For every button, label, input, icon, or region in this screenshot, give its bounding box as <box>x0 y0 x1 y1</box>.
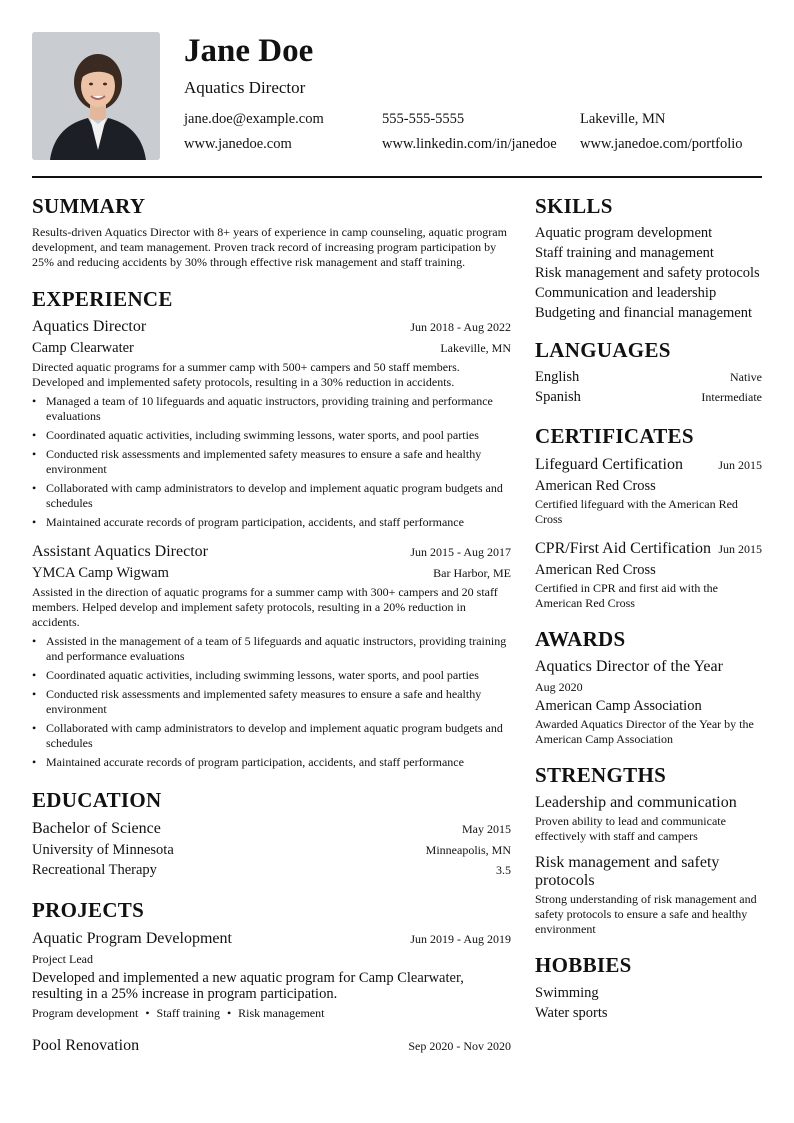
education-heading: EDUCATION <box>32 788 162 812</box>
job-company: Camp Clearwater <box>32 340 134 356</box>
certificate-entry <box>535 539 762 611</box>
summary-text: Results-driven Aquatics Director with 8+ years of experience in camp counseling, aquatic program development, and team management. Proven track record of increasing program participation by 25% and reducing accidents by 30% through effective risk management and staff training. <box>32 225 507 269</box>
project-dates: Sep 2020 - Nov 2020 <box>408 1039 511 1053</box>
project-entry <box>32 1036 511 1056</box>
job-dates: Jun 2018 - Aug 2022 <box>410 320 511 334</box>
main-column <box>32 193 511 1056</box>
skills-heading: SKILLS <box>535 194 613 218</box>
project-description: Developed and implemented a new aquatic program for Camp Clearwater, resulting in a 25% increase in program participation. <box>32 970 464 1002</box>
project-role: Project Lead <box>32 952 93 966</box>
side-column <box>535 193 762 1023</box>
language-level: Intermediate <box>701 390 762 404</box>
experience-heading: EXPERIENCE <box>32 287 173 311</box>
experience-entry <box>32 317 511 530</box>
projects-section <box>32 897 511 1056</box>
list-item: • Maintained accurate records of program participation, accidents, and staff performance <box>32 755 511 770</box>
job-description: Directed aquatic programs for a summer camp with 500+ campers and 50 staff members. Developed and implemented safety protocols, resulting in a 30% reduction in accidents. <box>32 360 460 389</box>
education-section <box>32 787 511 880</box>
experience-entry <box>32 542 511 770</box>
awards-section <box>535 626 762 747</box>
degree-name: Bachelor of Science <box>32 820 161 837</box>
degree-date: May 2015 <box>462 822 511 836</box>
certificate-name: CPR/First Aid Certification <box>535 540 712 557</box>
summary-heading: SUMMARY <box>32 194 146 218</box>
job-bullets <box>32 394 511 530</box>
skill-item: Communication and leadership <box>535 285 717 301</box>
language-level: Native <box>730 370 762 384</box>
strength-name: Risk management and safety protocols <box>535 854 720 889</box>
gpa-value: 3.5 <box>496 863 511 877</box>
resume-header <box>32 32 762 160</box>
job-description: Assisted in the direction of aquatic programs for a summer camp with 300+ campers and 20 staff members. Helped develop and implement safety protocols, resulting in a 20% reduction in accidents. <box>32 585 498 629</box>
certificate-date: Jun 2015 <box>718 458 762 472</box>
school-name: University of Minnesota <box>32 842 174 858</box>
hobby-item: Swimming <box>535 985 599 1001</box>
linkedin-link[interactable]: www.linkedin.com/in/janedoe <box>382 136 557 152</box>
list-item: • Coordinated aquatic activities, including swimming lessons, water sports, and pool parties <box>32 668 511 683</box>
candidate-role: Aquatics Director <box>184 78 306 97</box>
hobbies-section <box>535 952 762 1023</box>
strengths-section <box>535 762 762 937</box>
profile-photo <box>32 32 160 160</box>
certificate-entry <box>535 455 762 527</box>
field-of-study: Recreational Therapy <box>32 862 157 878</box>
certificate-date: Jun 2015 <box>718 542 762 556</box>
job-dates: Jun 2015 - Aug 2017 <box>410 545 511 559</box>
phone-number[interactable]: 555-555-5555 <box>382 111 465 127</box>
languages-heading: LANGUAGES <box>535 338 671 362</box>
portfolio-link[interactable]: www.janedoe.com/portfolio <box>580 136 743 152</box>
job-location: Bar Harbor, ME <box>433 566 511 580</box>
strength-description: Proven ability to lead and communicate effectively with staff and campers <box>535 814 726 843</box>
experience-section <box>32 286 511 770</box>
award-description: Awarded Aquatics Director of the Year by the American Camp Association <box>535 717 754 746</box>
award-date: Aug 2020 <box>535 680 583 694</box>
skill-item: Risk management and safety protocols <box>535 265 760 281</box>
list-item: • Maintained accurate records of program participation, accidents, and staff performance <box>32 515 511 530</box>
email-link[interactable]: jane.doe@example.com <box>184 111 324 127</box>
project-tag: Program development <box>32 1006 139 1020</box>
job-company: YMCA Camp Wigwam <box>32 565 169 581</box>
project-tags: Program development • Staff training • Risk management <box>32 1006 325 1020</box>
language-name: English <box>535 369 580 385</box>
project-tag: Risk management <box>238 1006 325 1020</box>
projects-heading: PROJECTS <box>32 898 145 922</box>
skill-item: Aquatic program development <box>535 225 713 241</box>
hobby-item: Water sports <box>535 1005 608 1021</box>
list-item: • Coordinated aquatic activities, including swimming lessons, water sports, and pool parties <box>32 428 511 443</box>
job-bullets <box>32 634 511 770</box>
skills-section <box>535 193 762 323</box>
list-item: • Collaborated with camp administrators to develop and implement aquatic program budgets and schedules <box>32 481 511 511</box>
certificates-section <box>535 423 762 611</box>
job-location: Lakeville, MN <box>440 341 511 355</box>
skill-item: Budgeting and financial management <box>535 305 753 321</box>
summary-section <box>32 193 511 270</box>
job-title: Assistant Aquatics Director <box>32 543 208 560</box>
award-issuer: American Camp Association <box>535 698 702 714</box>
award-name: Aquatics Director of the Year <box>535 658 723 675</box>
awards-heading: AWARDS <box>535 627 626 651</box>
website-link[interactable]: www.janedoe.com <box>184 136 292 152</box>
strength-name: Leadership and communication <box>535 794 737 811</box>
languages-section <box>535 337 762 407</box>
skill-item: Staff training and management <box>535 245 714 261</box>
strengths-heading: STRENGTHS <box>535 763 667 787</box>
certificate-description: Certified lifeguard with the American Red Cross <box>535 497 738 526</box>
job-title: Aquatics Director <box>32 318 147 335</box>
list-item: • Conducted risk assessments and implemented safety measures to ensure a safe and healthy environment <box>32 687 511 717</box>
list-item: • Managed a team of 10 lifeguards and aquatic instructors, providing training and performance evaluations <box>32 394 511 424</box>
list-item: • Collaborated with camp administrators to develop and implement aquatic program budgets and schedules <box>32 721 511 751</box>
hobbies-heading: HOBBIES <box>535 953 632 977</box>
school-location: Minneapolis, MN <box>425 843 511 857</box>
header-divider <box>32 176 762 178</box>
strength-description: Strong understanding of risk management and safety protocols to ensure a safe and healthy environment <box>535 892 757 936</box>
list-item: • Conducted risk assessments and implemented safety measures to ensure a safe and healthy environment <box>32 447 511 477</box>
project-dates: Jun 2019 - Aug 2019 <box>410 932 511 946</box>
project-tag: Staff training <box>156 1006 220 1020</box>
project-name: Aquatic Program Development <box>32 930 232 947</box>
list-item: • Assisted in the management of a team of 5 lifeguards and aquatic instructors, providing training and performance evaluations <box>32 634 511 664</box>
language-name: Spanish <box>535 389 581 405</box>
certificate-issuer: American Red Cross <box>535 478 656 494</box>
certificate-name: Lifeguard Certification <box>535 456 683 473</box>
certificates-heading: CERTIFICATES <box>535 424 694 448</box>
location-text: Lakeville, MN <box>580 111 666 127</box>
candidate-name: Jane Doe <box>184 33 314 69</box>
certificate-description: Certified in CPR and first aid with the American Red Cross <box>535 581 718 610</box>
certificate-issuer: American Red Cross <box>535 562 656 578</box>
project-entry <box>32 929 511 1021</box>
project-name: Pool Renovation <box>32 1037 140 1054</box>
